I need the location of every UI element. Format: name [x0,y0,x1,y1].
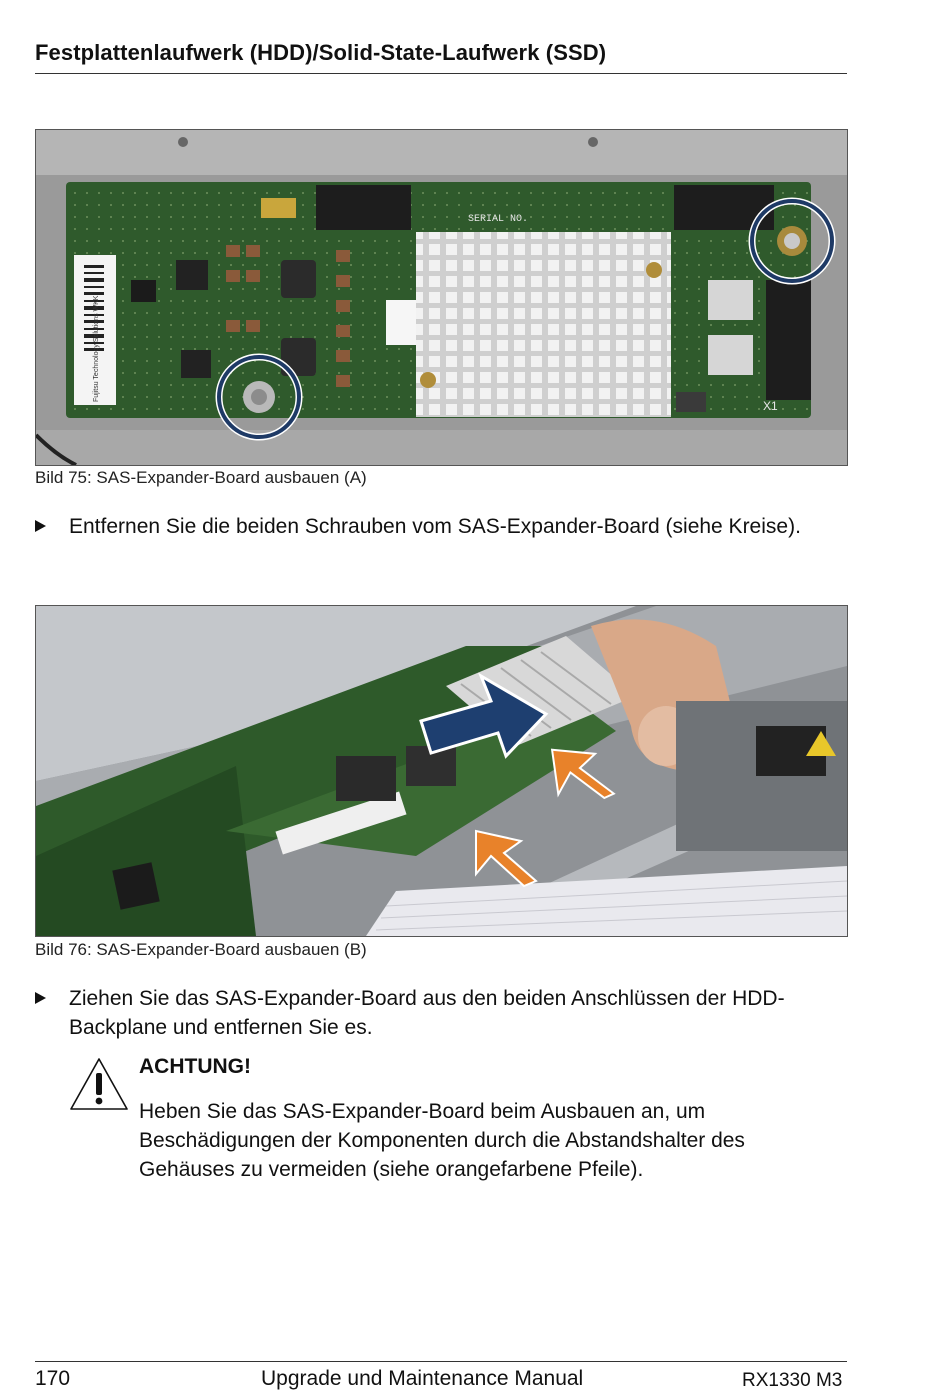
figure-sas-expander-remove-b [35,605,848,937]
serial-label: SERIAL NO. [468,214,529,225]
figure-sas-expander-remove-a [35,129,848,466]
figure-caption-b: Bild 76: SAS-Expander-Board ausbauen (B) [35,940,367,959]
vendor-sticker-label: Fujitsu Technology Solutions WKK [93,295,100,402]
page-header-title: Festplattenlaufwerk (HDD)/Solid-State-Laufwerk (SSD) [35,40,607,65]
bullet-arrow-icon [35,520,46,532]
connector-label: X1 [763,399,778,413]
header-rule [35,73,847,74]
instruction-step-1-text: Entfernen Sie die beiden Schrauben vom SAS-Expander-Board (siehe Kreise). [69,515,801,538]
board-photo-b [36,606,847,936]
figure-caption-a: Bild 75: SAS-Expander-Board ausbauen (A) [35,468,367,487]
manual-title: Upgrade und Maintenance Manual [261,1367,584,1390]
footer-rule [35,1361,847,1362]
board-photo-a [36,130,847,465]
instruction-step-2-text: Ziehen Sie das SAS-Expander-Board aus den beiden Anschlüssen der HDD-Backplane und entfernen Sie es. [69,987,785,1039]
warning-triangle-icon [68,1056,130,1112]
model-name: RX1330 M3 [742,1370,843,1391]
warning-title: ACHTUNG! [139,1055,251,1078]
page-number: 170 [35,1367,71,1390]
warning-text: Heben Sie das SAS-Expander-Board beim Ausbauen an, um Beschädigungen der Komponenten durch die Abstandshalter des Gehäuses zu vermeiden (siehe orangefarbene Pfeile). [139,1100,745,1181]
bullet-arrow-icon [35,992,46,1004]
